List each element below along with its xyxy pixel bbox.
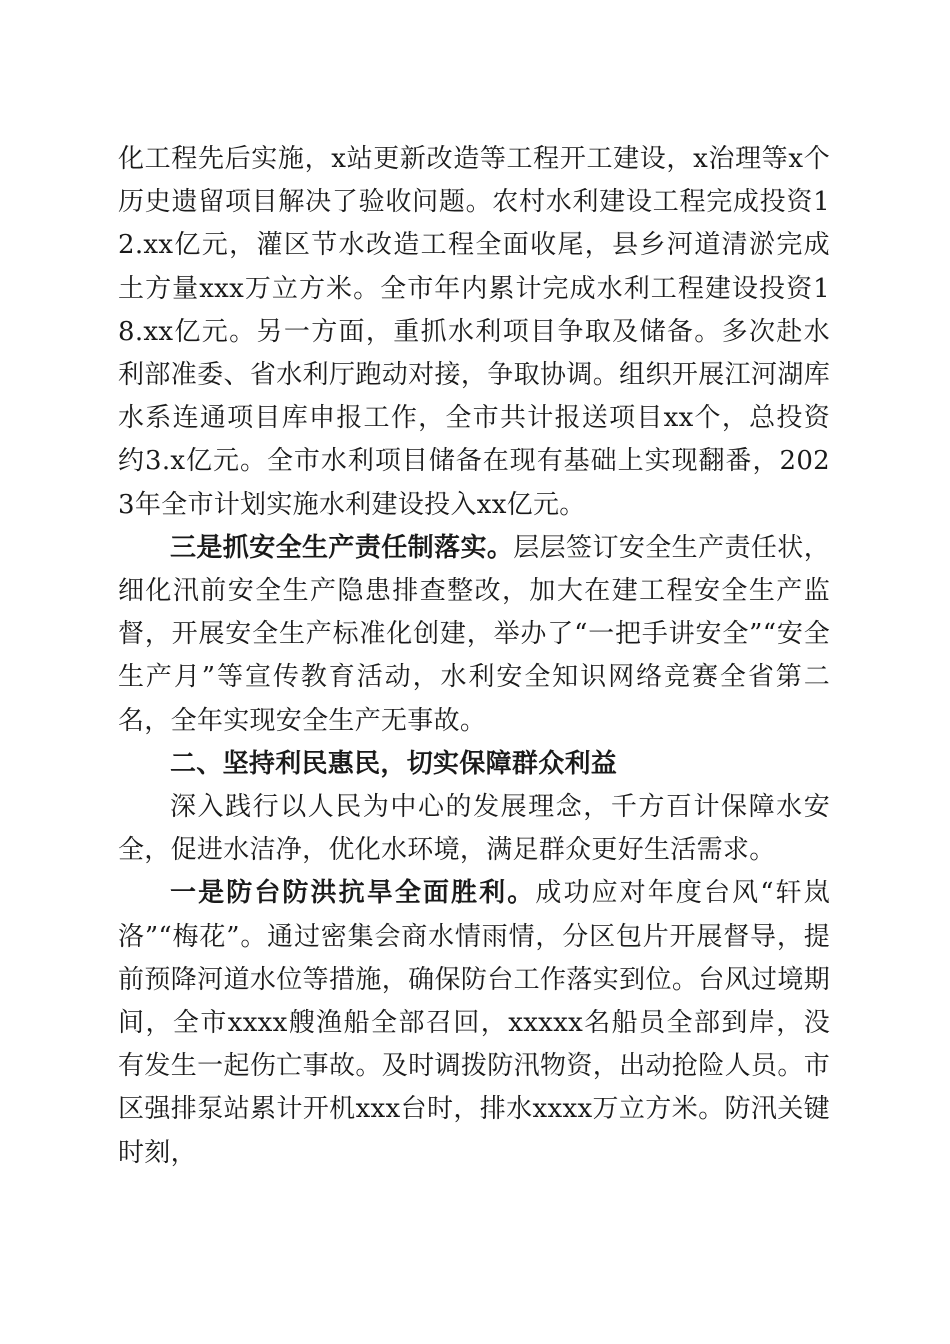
document-body: [118, 138, 830, 1175]
paragraph-people-centered: 深入践行以人民为中心的发展理念，千方百计保障水安全，促进水洁净，优化水环境，满足群众更好生活需求。: [118, 792, 830, 866]
paragraph-lead-flood: 一是防台防洪抗旱全面胜利。: [170, 878, 536, 909]
paragraph-body-safety: 层层签订安全生产责任状，细化汛前安全生产隐患排查整改，加大在建工程安全生产监督，开展安全生产标准化创建，举办了“一把手讲安全”“安全生产月”等宣传教育活动，水利安全知识网络竞赛全省第二名，全年实现安全生产无事故。: [118, 532, 830, 736]
paragraph-safety-production: [118, 527, 830, 743]
paragraph-water-projects: 化工程先后实施，x站更新改造等工程开工建设，x治理等x个历史遗留项目解决了验收问题。农村水利建设工程完成投资12.xx亿元，灌区节水改造工程全面收尾，县乡河道清淤完成土方量xxx万立方米。全市年内累计完成水利工程建设投资18.xx亿元。另一方面，重抓水利项目争取及储备。多次赴水利部准委、省水利厅跑动对接，争取协调。组织开展江河湖库水系连通项目库申报工作，全市共计报送项目xx个，总投资约3.x亿元。全市水利项目储备在现有基础上实现翻番，2023年全市计划实施水利建设投入xx亿元。: [118, 144, 830, 520]
paragraph-body-flood: 成功应对年度台风“轩岚洛”“梅花”。通过密集会商水情雨情，分区包片开展督导，提前预降河道水位等措施，确保防台工作落实到位。台风过境期间，全市xxxx艘渔船全部召回，xxxxx名船员全部到岸，没有发生一起伤亡事故。及时调拨防汛物资，出动抢险人员。市区强排泵站累计开机xxx台时，排水xxxx万立方米。防汛关键时刻，: [118, 878, 830, 1168]
section-heading: 二、坚持利民惠民，切实保障群众利益: [170, 748, 618, 779]
paragraph-lead-safety: 三是抓安全生产责任制落实。: [170, 532, 514, 563]
paragraph-flood-control: [118, 872, 830, 1174]
